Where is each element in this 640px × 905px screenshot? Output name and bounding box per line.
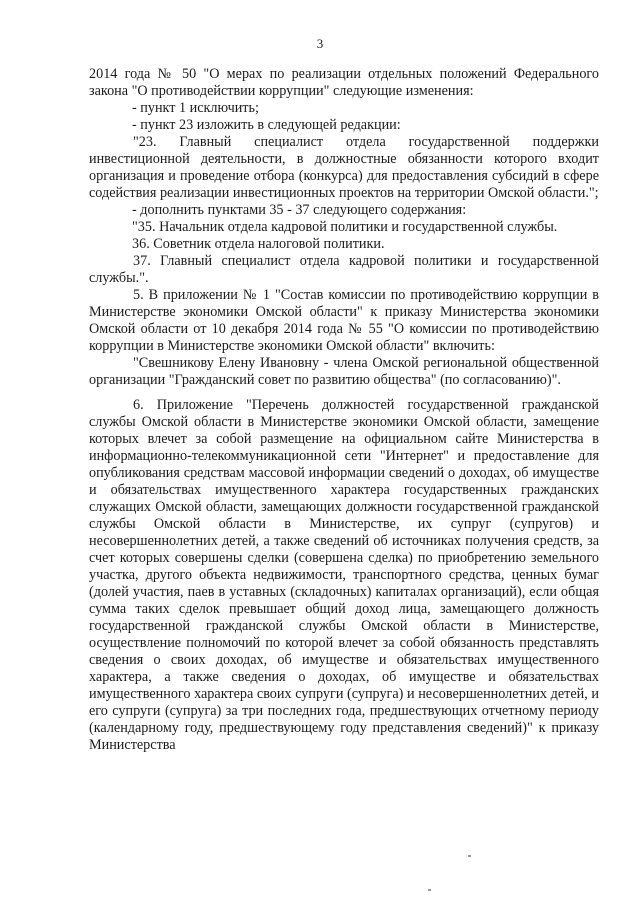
quoted-point-36: 36. Советник отдела налоговой политики. <box>132 236 385 252</box>
list-item-add-points: - дополнить пунктами 35 - 37 следующего содержания: <box>132 202 467 218</box>
paragraph-5: 5. В приложении № 1 "Состав комиссии по противодействию коррупции в Министерстве экономики Омской области" к приказу Министерства экономики Омской области от 10 декабря 2014 года № 55 "О комиссии по противодействию коррупции в Министерстве экономики Омской области" включить: <box>89 287 599 354</box>
scan-speck <box>468 855 471 857</box>
quoted-point-37: 37. Главный специалист отдела кадровой политики и государственной службы.". <box>89 253 599 286</box>
document-body <box>89 66 599 754</box>
paragraph-continuation: 2014 года № 50 "О мерах по реализации отдельных положений Федерального закона "О противодействии коррупции" следующие изменения: <box>89 66 599 99</box>
page-number: 3 <box>316 36 324 51</box>
quoted-point-23: "23. Главный специалист отдела государственной поддержки инвестиционной деятельности, в должностные обязанности которого входит организация и проведение отбора (конкурса) для предоставления субсидий в сфере содействия реализации инвестиционных проектов на территории Омской области."; <box>89 134 599 201</box>
paragraph-gap <box>89 389 599 397</box>
scan-speck <box>428 889 431 891</box>
list-item-exclude-point-1: - пункт 1 исключить; <box>132 100 259 116</box>
paragraph-6: 6. Приложение "Перечень должностей государственной гражданской службы Омской области в Министерстве экономики Омской области, замещение которых влечет за собой размещение на официальном сайте Министерства в информационно-телекоммуникационной сети "Интернет" и предоставление для опубликования средствам массовой информации сведений о доходах, об имуществе и обязательствах имущественного характера государственных гражданских служащих Омской области, замещающих должности государственной гражданской службы Омской области в Министерстве, их супруг (супругов) и несовершеннолетних детей, а также сведений об источниках получения средств, за счет которых совершены сделки (совершена сделка) по приобретению земельного участка, другого объекта недвижимости, транспортного средства, ценных бумаг (долей участия, паев в уставных (складочных) капиталах организаций), если общая сумма таких сделок превышает общий доход лица, замещающего должность государственной гражданской службы Омской области в Министерстве, осуществление полномочий по которой влечет за собой обязанность представлять сведения о своих доходах, об имуществе и обязательствах имущественного характера, а также сведения о доходах, об имуществе и обязательствах имущественного характера своих супруги (супруга) и несовершеннолетних детей, и его супруги (супруга) за три последних года, предшествующих отчетному периоду (календарному году, предшествующему году представления сведений)" к приказу Министерства <box>89 397 599 753</box>
quoted-commission-member: "Свешникову Елену Ивановну - члена Омской региональной общественной организации "Гражданский совет по развитию общества" (по согласованию)". <box>89 355 599 388</box>
list-item-amend-point-23: - пункт 23 изложить в следующей редакции: <box>132 117 401 133</box>
quoted-point-35: "35. Начальник отдела кадровой политики и государственной службы. <box>132 219 558 235</box>
